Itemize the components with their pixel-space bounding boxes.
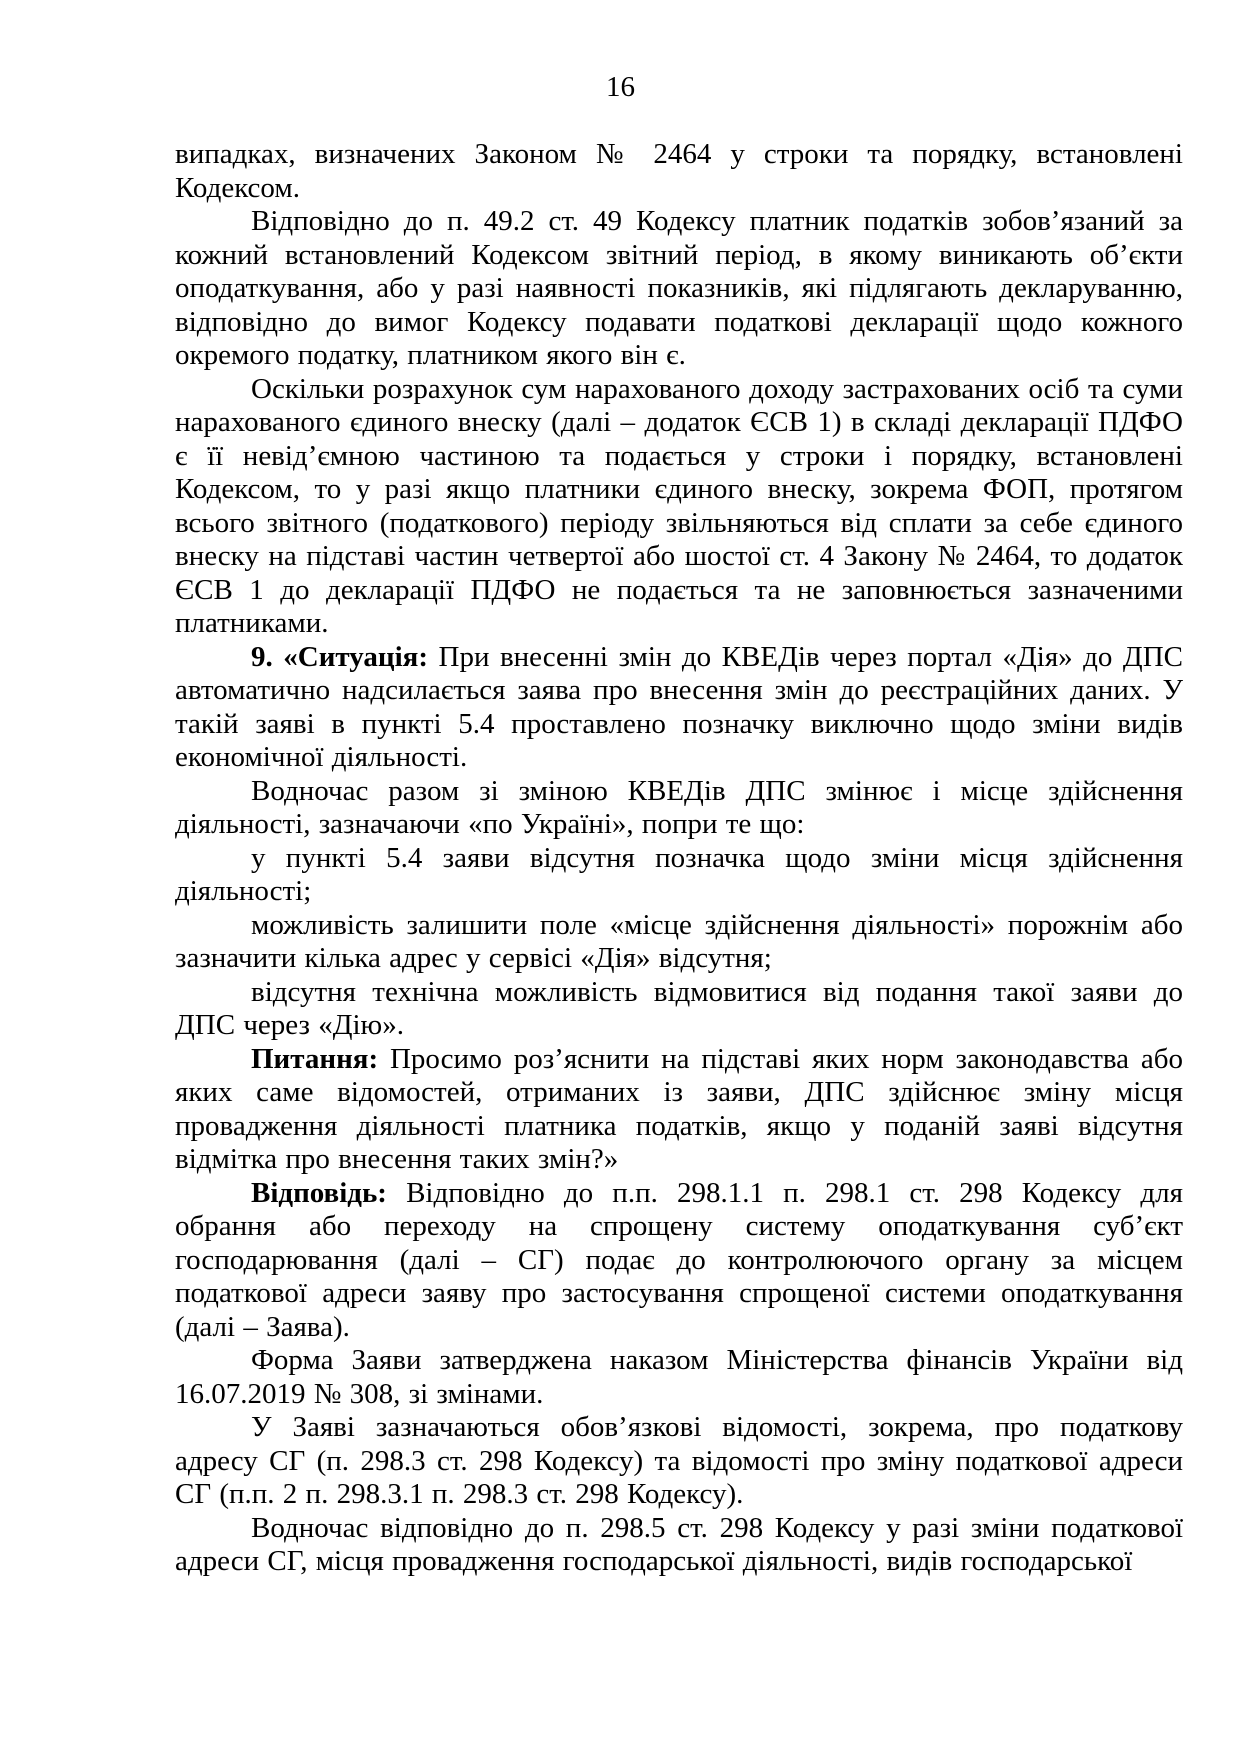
paragraph: 9. «Ситуація: При внесенні змін до КВЕДів через портал «Дія» до ДПС автоматично надсилається заява про внесення змін до реєстраційних даних. У такій заяві в пункті 5.4 проставлено позначку виключно щодо зміни видів економічної діяльності. xyxy=(175,640,1183,773)
paragraph: Відповідно до п. 49.2 ст. 49 Кодексу платник податків зобов’язаний за кожний встановлений Кодексом звітний період, в якому виникають об’єкти оподаткування, або у разі наявності показників, які підлягають декларуванню, відповідно до вимог Кодексу подавати податкові декларації щодо кожного окремого податку, платником якого він є. xyxy=(175,205,1183,371)
paragraph: Оскільки розрахунок сум нарахованого доходу застрахованих осіб та суми нарахованого єдиного внеску (далі – додаток ЄСВ 1) в складі декларації ПДФО є її невід’ємною частиною та подається у строки і порядку, встановлені Кодексом, то у разі якщо платники єдиного внеску, зокрема ФОП, протягом всього звітного (податкового) періоду звільняються від сплати за себе єдиного внеску на підставі частин четвертої або шостої ст. 4 Закону № 2464, то додаток ЄСВ 1 до декларації ПДФО не подається та не заповнюється зазначеними платниками. xyxy=(175,372,1183,639)
paragraph-lead: Відповідь: xyxy=(251,1176,387,1209)
paragraph: у пункті 5.4 заяви відсутня позначка щодо зміни місця здійснення діяльності; xyxy=(175,841,1183,907)
paragraph: Питання: Просимо роз’яснити на підставі яких норм законодавства або яких саме відомостей, отриманих із заяви, ДПС здійснює зміну місця провадження діяльності платника податків, якщо у поданій заяві відсутня відмітка про внесення таких змін?» xyxy=(175,1042,1184,1175)
paragraph: випадках, визначених Законом № 2464 у строки та порядку, встановлені Кодексом. xyxy=(175,138,1183,204)
paragraph: відсутня технічна можливість відмовитися від подання такої заяви до ДПС через «Дію». xyxy=(175,975,1183,1041)
paragraph: Водночас відповідно до п. 298.5 ст. 298 Кодексу у разі зміни податкової адреси СГ, місця провадження господарської діяльності, видів господарської xyxy=(175,1511,1183,1577)
paragraph-lead: Питання: xyxy=(251,1042,379,1075)
page-number: 16 xyxy=(606,71,635,103)
paragraph-lead: 9. «Ситуація: xyxy=(251,640,428,673)
paragraph: У Заяві зазначаються обов’язкові відомості, зокрема, про податкову адресу СГ (п. 298.3 ст. 298 Кодексу) та відомості про зміну податкової адреси СГ (п.п. 2 п. 298.3.1 п. 298.3 ст. 298 Кодексу). xyxy=(175,1411,1183,1510)
paragraph: Форма Заяви затверджена наказом Міністерства фінансів України від 16.07.2019 № 308, зі змінами. xyxy=(175,1344,1183,1410)
paragraph: Відповідь: Відповідно до п.п. 298.1.1 п. 298.1 ст. 298 Кодексу для обрання або переходу на спрощену систему оподаткування суб’єкт господарювання (далі – СГ) подає до контролюючого органу за місцем податкової адреси заяву про застосування спрощеної системи оподаткування (далі – Заява). xyxy=(175,1176,1183,1343)
paragraph: Водночас разом зі зміною КВЕДів ДПС змінює і місце здійснення діяльності, зазначаючи «по Україні», попри те що: xyxy=(175,774,1183,840)
paragraph: можливість залишити поле «місце здійснення діяльності» порожнім або зазначити кілька адрес у сервісі «Дія» відсутня; xyxy=(175,908,1183,974)
document-body xyxy=(175,138,1183,1579)
